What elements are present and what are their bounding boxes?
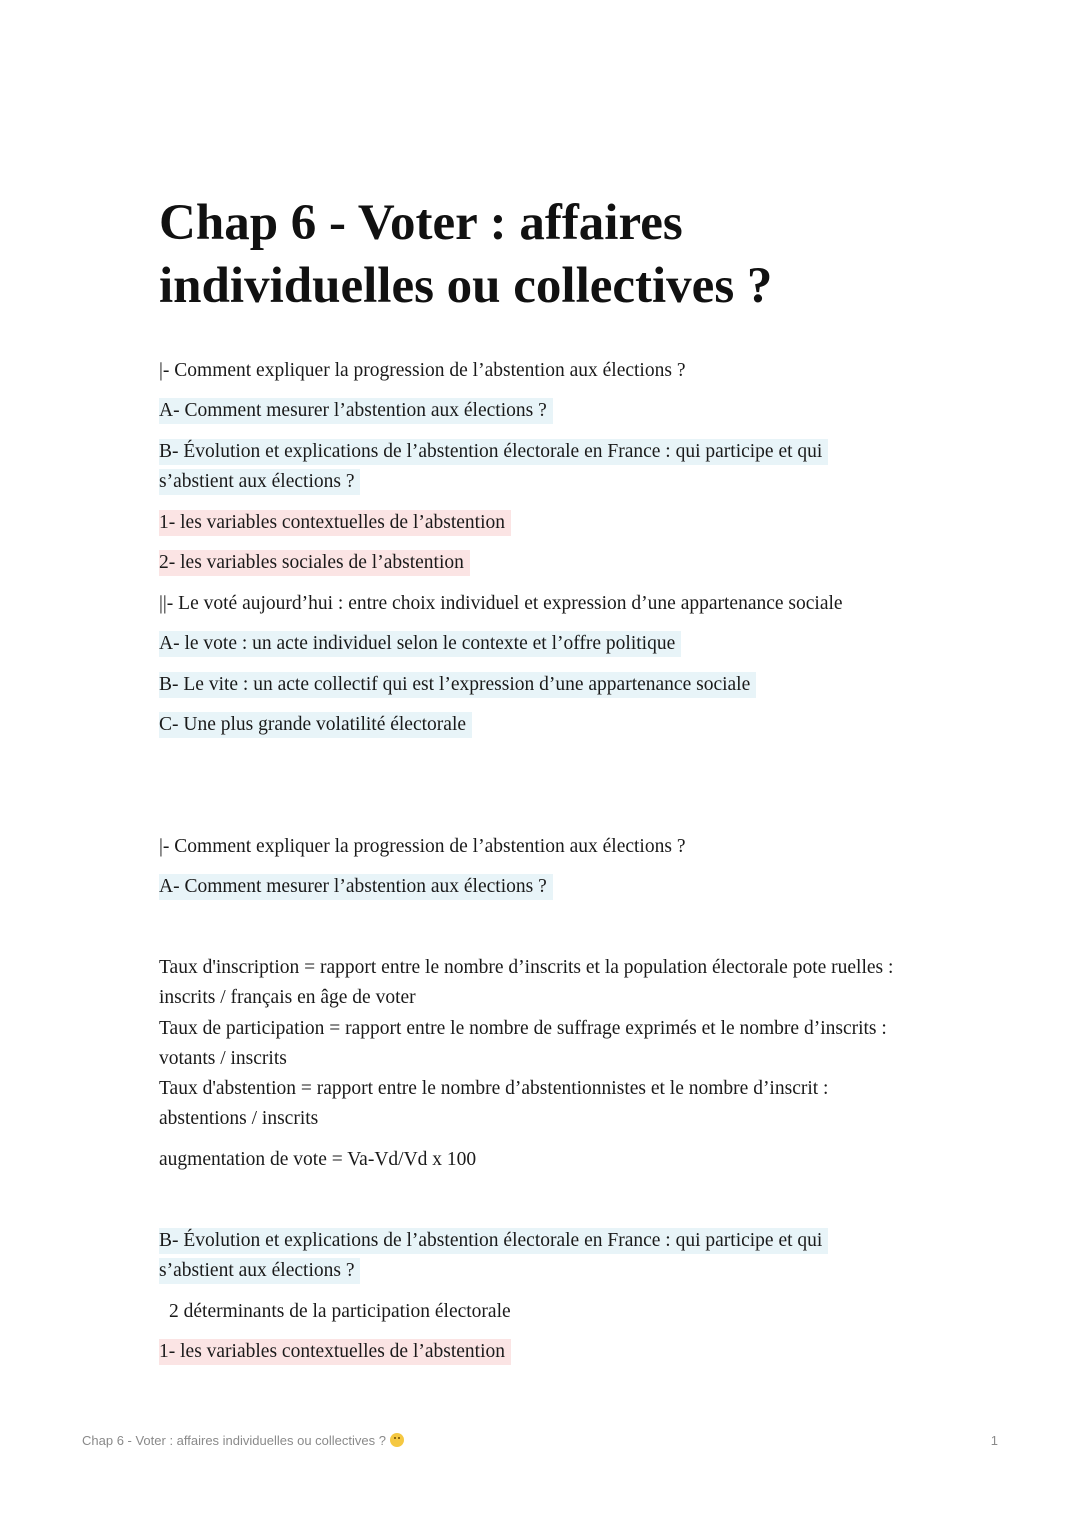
section-heading — [159, 832, 691, 862]
outline-item — [159, 629, 681, 659]
definition-line: Taux de participation = rapport entre le nombre de suffrage exprimés et le nombre d’inscrits : — [159, 1018, 887, 1039]
section-heading-text: |- Comment expliquer la progression de l’abstention aux élections ? — [159, 836, 686, 857]
outline-text: C- Une plus grande volatilité électorale — [159, 712, 472, 738]
outline-text: 2- les variables sociales de l’abstention — [159, 550, 470, 576]
thinking-face-icon — [390, 1433, 404, 1447]
outline-text: 1- les variables contextuelles de l’abstention — [159, 510, 511, 536]
outline-item — [159, 548, 470, 578]
outline-item — [159, 396, 553, 426]
section-subheading — [159, 1226, 828, 1256]
footer-title-text: Chap 6 - Voter : affaires individuelles ou collectives ? — [82, 1433, 386, 1448]
outline-text: A- le vote : un acte individuel selon le contexte et l’offre politique — [159, 631, 681, 657]
outline-item — [159, 710, 472, 740]
page-title-line-1: Chap 6 - Voter : affaires — [159, 195, 683, 251]
outline-text: B- Le vite : un acte collectif qui est l’expression d’une appartenance sociale — [159, 672, 756, 698]
determinants-text: 2 déterminants de la participation électorale — [169, 1301, 511, 1322]
outline-item — [159, 437, 828, 467]
outline-text: s’abstient aux élections ? — [159, 469, 360, 495]
definition-line: inscrits / français en âge de voter — [159, 987, 416, 1008]
outline-item — [159, 508, 511, 538]
section-subheading-text: A- Comment mesurer l’abstention aux élections ? — [159, 874, 553, 900]
page-number: 1 — [990, 1433, 998, 1448]
definition-line: Taux d'inscription = rapport entre le nombre d’inscrits et la population électorale pote ruelles : — [159, 957, 894, 978]
definition-line: abstentions / inscrits — [159, 1108, 319, 1129]
section-subsubheading-text: 1- les variables contextuelles de l’abstention — [159, 1339, 511, 1365]
outline-text: A- Comment mesurer l’abstention aux élections ? — [159, 398, 553, 424]
page-title — [159, 192, 919, 318]
outline-text: |- Comment expliquer la progression de l’abstention aux élections ? — [159, 360, 686, 381]
outline-text: ||- Le voté aujourd’hui : entre choix individuel et expression d’une appartenance sociale — [159, 593, 843, 614]
formula: augmentation de vote = Va-Vd/Vd x 100 — [159, 1149, 477, 1170]
section-subheading — [159, 1256, 360, 1286]
section-subheading — [159, 872, 553, 902]
outline-item — [159, 589, 849, 619]
footer-doc-title — [82, 1431, 404, 1451]
outline-text: B- Évolution et explications de l’abstention électorale en France : qui participe et qui — [159, 439, 828, 465]
definition-line: votants / inscrits — [159, 1048, 287, 1069]
outline-item — [159, 356, 691, 386]
section-subheading-text: B- Évolution et explications de l’abstention électorale en France : qui participe et qui — [159, 1228, 828, 1254]
section-subheading-text: s’abstient aux élections ? — [159, 1258, 360, 1284]
outline-item — [159, 467, 360, 497]
section-subsubheading — [159, 1337, 511, 1367]
outline-item — [159, 670, 756, 700]
page-title-line-2: individuelles ou collectives ? — [159, 258, 773, 314]
definition-line: Taux d'abstention = rapport entre le nombre d’abstentionnistes et le nombre d’inscrit : — [159, 1078, 829, 1099]
